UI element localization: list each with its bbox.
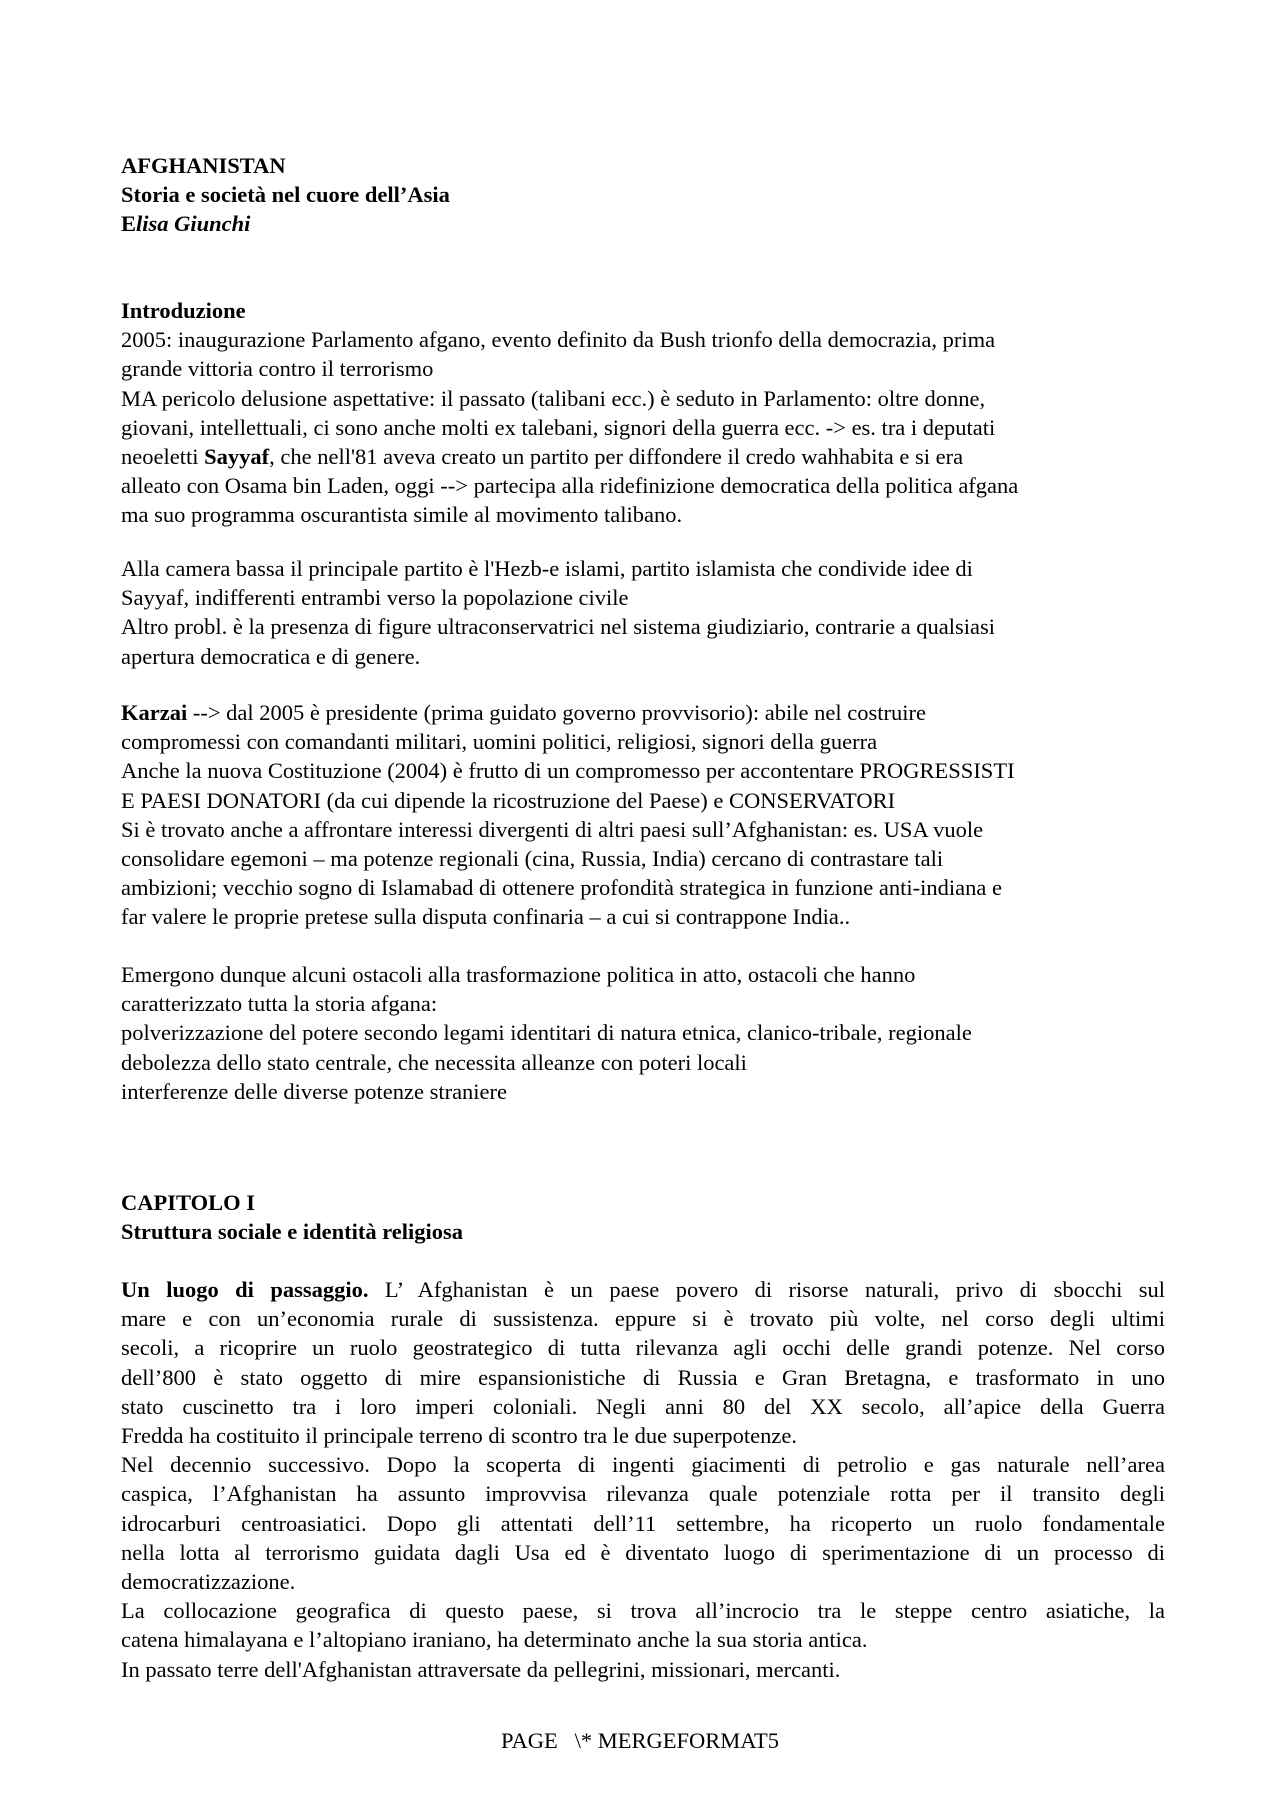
text-span: , che nell'81 aveva creato un partito per diffondere il credo wahhabita e si era (269, 444, 964, 470)
capitolo-body (121, 1275, 1165, 1684)
text-line: Si è trovato anche a affrontare interessi divergenti di altri paesi sull’Afghanistan: es. USA vuole (121, 816, 984, 842)
introduzione-heading: Introduzione (121, 298, 246, 323)
text-line: 2005: inaugurazione Parlamento afgano, evento definito da Bush trionfo della democrazia, prima (121, 327, 996, 353)
text-span: L’ Afghanistan è un paese povero di risorse naturali, privo di sbocchi sul (368, 1277, 1165, 1302)
text-line: Anche la nuova Costituzione (2004) è frutto di un compromesso per accontentare PROGRESSISTI (121, 758, 1015, 784)
text-line: mare e con un’economia rurale di sussistenza. eppure si è trovato più volte, nel corso degli ultimi (121, 1306, 1165, 1332)
text-line: polverizzazione del potere secondo legami identitari di natura etnica, clanico-tribale, regionale (121, 1020, 972, 1046)
text-line: Alla camera bassa il principale partito è l'Hezb-e islami, partito islamista che condivide idee di (121, 556, 973, 581)
sayyaf-bold: Sayyaf (204, 444, 270, 470)
text-line: debolezza dello stato centrale, che necessita alleanze con poteri locali (121, 1049, 747, 1075)
author-name: lisa Giunchi (136, 211, 251, 237)
text-line: giovani, intellettuali, ci sono anche molti ex talebani, signori della guerra ecc. -> es. tra i deputati (121, 414, 996, 440)
text-line: La collocazione geografica di questo paese, si trova all’incrocio tra le steppe centro asiatiche, la (121, 1598, 1165, 1624)
text-line: In passato terre dell'Afghanistan attraversate da pellegrini, missionari, mercanti. (121, 1656, 841, 1682)
text-line: E PAESI DONATORI (da cui dipende la ricostruzione del Paese) e CONSERVATORI (121, 787, 896, 813)
chapter-heading: CAPITOLO I (121, 1190, 255, 1215)
text-line (121, 442, 1165, 471)
introduzione-paragraph-4 (121, 960, 1165, 1106)
karzai-bold: Karzai (121, 700, 188, 725)
text-line: interferenze delle diverse potenze straniere (121, 1078, 508, 1104)
text-line (121, 698, 1165, 727)
text-line (121, 1275, 1165, 1304)
text-line: grande vittoria contro il terrorismo (121, 356, 434, 382)
text-line: nella lotta al terrorismo guidata dagli Usa ed è diventato luogo di sperimentazione di un processo di (121, 1539, 1165, 1565)
text-line: alleato con Osama bin Laden, oggi --> partecipa alla ridefinizione democratica della politica afgana (121, 473, 1019, 499)
text-line: catena himalayana e l’altopiano iraniano, ha determinato anche la sua storia antica. (121, 1627, 868, 1653)
book-subtitle: Storia e società nel cuore dell’Asia (121, 182, 450, 208)
text-line: Altro probl. è la presenza di figure ultraconservatrici nel sistema giudiziario, contrarie a qualsiasi (121, 614, 996, 640)
text-line: dell’800 è stato oggetto di mire espansionistiche di Russia e Gran Bretagna, e trasformato in uno (121, 1364, 1165, 1390)
text-line: ambizioni; vecchio sogno di Islamabad di ottenere profondità strategica in funzione anti-indiana e (121, 875, 1002, 901)
text-line: compromessi con comandanti militari, uomini politici, religiosi, signori della guerra (121, 729, 878, 755)
text-line: MA pericolo delusione aspettative: il passato (talibani ecc.) è seduto in Parlamento: oltre donne, (121, 385, 986, 411)
title-block (121, 151, 1165, 239)
capitolo-heading-block (121, 1188, 1165, 1246)
text-span: --> dal 2005 è presidente (prima guidato governo provvisorio): abile nel costruire (187, 700, 926, 725)
text-line: Emergono dunque alcuni ostacoli alla trasformazione politica in atto, ostacoli che hanno (121, 962, 916, 987)
text-line: Nel decennio successivo. Dopo la scoperta di ingenti giacimenti di petrolio e gas naturale nell’area (121, 1452, 1165, 1478)
page-footer: PAGE \* MERGEFORMAT5 (501, 1728, 779, 1753)
text-line: consolidare egemoni – ma potenze regionali (cina, Russia, India) cercano di contrastare tali (121, 846, 944, 872)
author-initial: E (121, 211, 137, 237)
introduzione-section (121, 296, 1165, 530)
text-line: stato cuscinetto tra i loro imperi coloniali. Negli anni 80 del XX secolo, all’apice della Guerra (121, 1393, 1165, 1419)
text-line: Fredda ha costituito il principale terreno di scontro tra le due superpotenze. (121, 1423, 798, 1449)
text-line: apertura democratica e di genere. (121, 643, 421, 669)
book-title: AFGHANISTAN (121, 153, 286, 178)
book-author (121, 209, 1165, 238)
text-span: neoeletti (121, 444, 205, 470)
text-line: far valere le proprie pretese sulla disputa confinaria – a cui si contrappone India.. (121, 904, 851, 930)
text-line: Sayyaf, indifferenti entrambi verso la popolazione civile (121, 585, 629, 611)
section-title-bold: Un luogo di passaggio. (121, 1277, 369, 1302)
text-line: idrocarburi centroasiatici. Dopo gli attentati dell’11 settembre, ha ricoperto un ruolo fondamentale (121, 1510, 1165, 1536)
introduzione-paragraph-3 (121, 698, 1165, 932)
chapter-subheading: Struttura sociale e identità religiosa (121, 1219, 464, 1245)
introduzione-paragraph-2 (121, 554, 1165, 671)
text-line: democratizzazione. (121, 1569, 296, 1595)
text-line: caratterizzato tutta la storia afgana: (121, 991, 438, 1017)
text-line: ma suo programma oscurantista simile al movimento talibano. (121, 502, 683, 528)
text-line: secoli, a ricoprire un ruolo geostrategico di tutta rilevanza agli occhi delle grandi potenze. Nel corso (121, 1335, 1165, 1361)
text-line: caspica, l’Afghanistan ha assunto improvvisa rilevanza quale potenziale rotta per il transito degli (121, 1481, 1165, 1507)
